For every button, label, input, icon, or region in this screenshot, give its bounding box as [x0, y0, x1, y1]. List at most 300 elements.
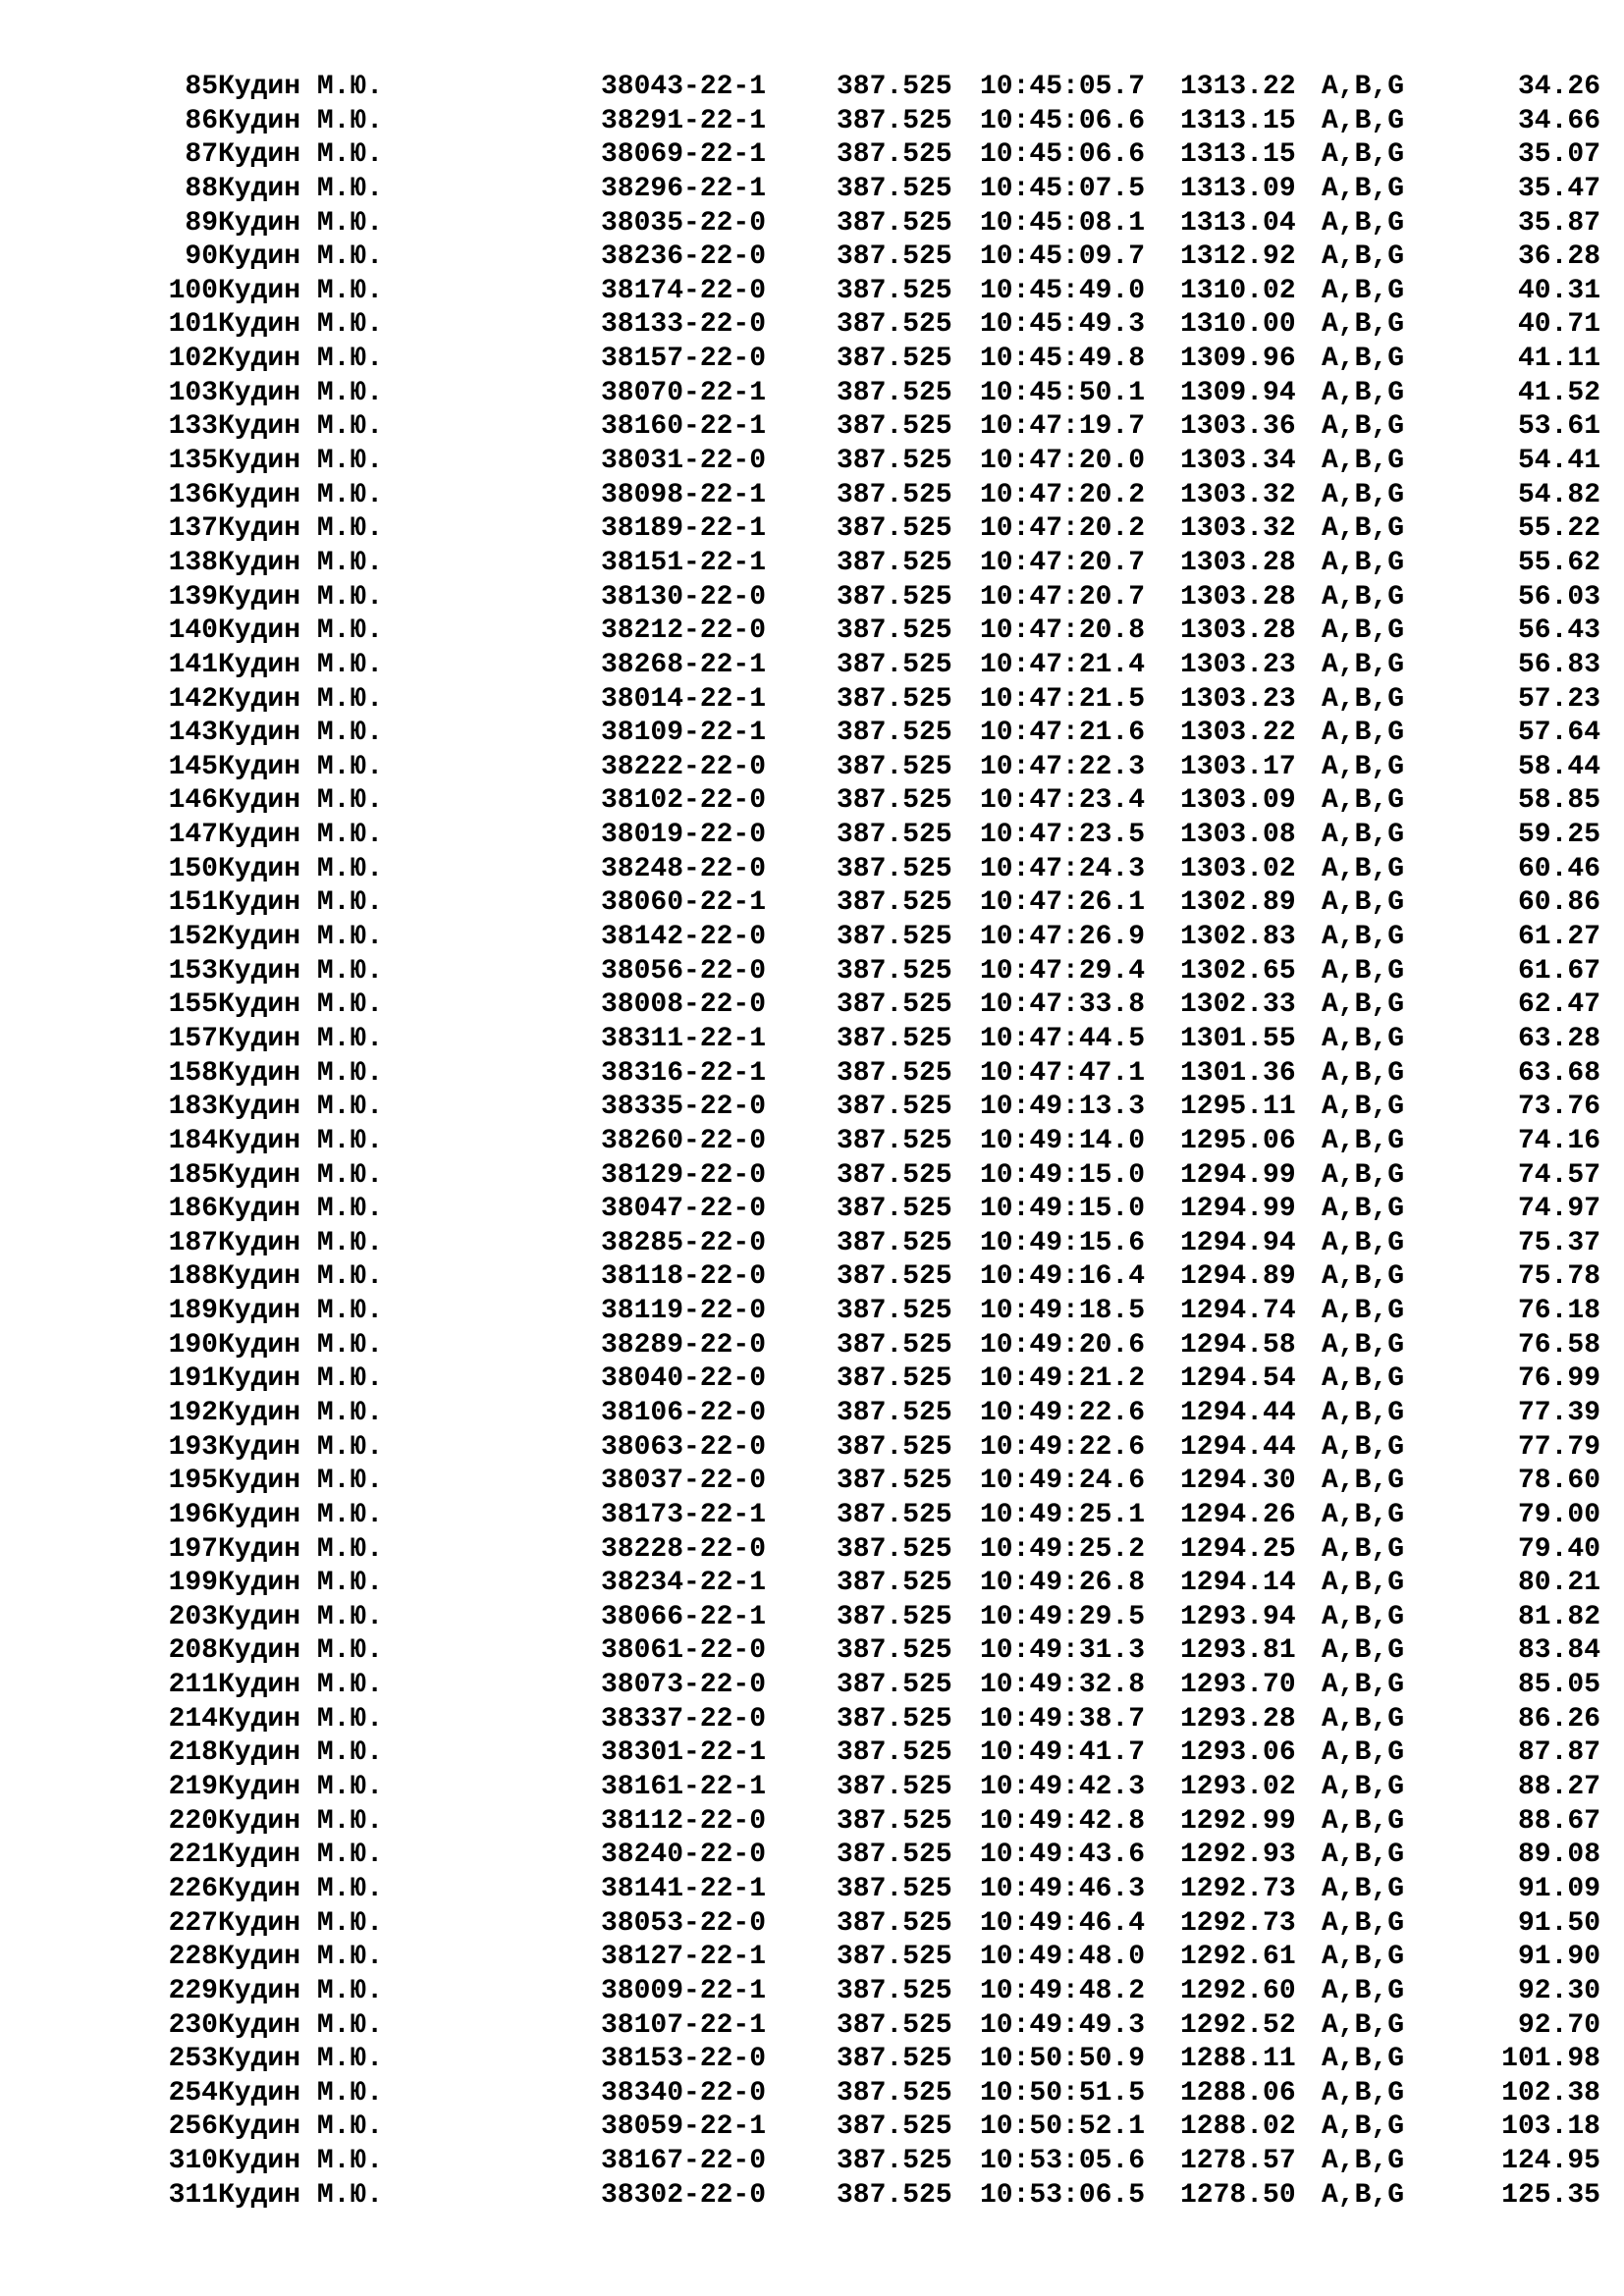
cell-ring: 38160-22-1 — [601, 411, 767, 443]
table-row — [0, 1771, 1624, 1805]
cell-speed: 1292.73 — [1180, 1907, 1296, 1939]
cell-place: 256 — [168, 2111, 218, 2143]
cell-time: 10:49:20.6 — [980, 1329, 1146, 1361]
cell-place: 150 — [168, 853, 218, 884]
cell-dist: 387.525 — [837, 922, 952, 953]
cell-speed: 1303.23 — [1180, 683, 1296, 715]
cell-name: Кудин М.Ю. — [218, 955, 384, 987]
cell-speed: 1292.60 — [1180, 1975, 1296, 2006]
cell-ring: 38222-22-0 — [601, 751, 767, 782]
cell-pts: 55.22 — [1517, 513, 1600, 545]
cell-place: 158 — [168, 1057, 218, 1089]
cell-speed: 1303.32 — [1180, 513, 1296, 545]
table-row — [0, 751, 1624, 785]
cell-ring: 38061-22-0 — [601, 1635, 767, 1667]
cell-place: 185 — [168, 1159, 218, 1191]
table-row — [0, 1499, 1624, 1533]
cell-speed: 1303.02 — [1180, 853, 1296, 884]
cell-speed: 1301.36 — [1180, 1057, 1296, 1089]
cell-time: 10:49:13.3 — [980, 1092, 1146, 1123]
cell-time: 10:47:24.3 — [980, 853, 1146, 884]
cell-speed: 1309.96 — [1180, 344, 1296, 375]
cell-speed: 1288.06 — [1180, 2077, 1296, 2109]
cell-ring: 38228-22-0 — [601, 1533, 767, 1565]
cell-name: Кудин М.Ю. — [218, 683, 384, 715]
cell-ring: 38234-22-1 — [601, 1568, 767, 1599]
cell-speed: 1295.11 — [1180, 1092, 1296, 1123]
cell-speed: 1313.22 — [1180, 72, 1296, 102]
cell-pts: 102.38 — [1501, 2077, 1600, 2109]
cell-place: 226 — [168, 1873, 218, 1904]
cell-time: 10:49:14.0 — [980, 1125, 1146, 1156]
cell-pts: 101.98 — [1501, 2044, 1600, 2075]
cell-speed: 1303.36 — [1180, 411, 1296, 443]
cell-speed: 1292.61 — [1180, 1942, 1296, 1973]
cell-name: Кудин М.Ю. — [218, 887, 384, 919]
cell-speed: 1294.99 — [1180, 1159, 1296, 1191]
cell-place: 138 — [168, 547, 218, 578]
cell-name: Кудин М.Ю. — [218, 1805, 384, 1837]
cell-name: Кудин М.Ю. — [218, 1296, 384, 1327]
cell-pts: 59.25 — [1517, 820, 1600, 851]
cell-dist: 387.525 — [837, 1057, 952, 1089]
cell-dist: 387.525 — [837, 887, 952, 919]
cell-pts: 85.05 — [1517, 1670, 1600, 1701]
cell-cat: A,B,G — [1322, 1261, 1405, 1293]
cell-pts: 88.27 — [1517, 1772, 1600, 1803]
cell-dist: 387.525 — [837, 581, 952, 613]
cell-name: Кудин М.Ю. — [218, 2146, 384, 2177]
cell-time: 10:47:23.5 — [980, 820, 1146, 851]
cell-dist: 387.525 — [837, 1261, 952, 1293]
cell-ring: 38311-22-1 — [601, 1023, 767, 1054]
table-row — [0, 138, 1624, 173]
cell-ring: 38212-22-0 — [601, 615, 767, 647]
table-row — [0, 1805, 1624, 1840]
cell-dist: 387.525 — [837, 241, 952, 273]
cell-time: 10:45:49.3 — [980, 309, 1146, 341]
cell-cat: A,B,G — [1322, 785, 1405, 817]
cell-place: 183 — [168, 1092, 218, 1123]
cell-ring: 38316-22-1 — [601, 1057, 767, 1089]
cell-name: Кудин М.Ю. — [218, 377, 384, 408]
cell-speed: 1303.08 — [1180, 820, 1296, 851]
cell-cat: A,B,G — [1322, 922, 1405, 953]
cell-ring: 38031-22-0 — [601, 446, 767, 477]
cell-place: 189 — [168, 1296, 218, 1327]
cell-time: 10:47:20.7 — [980, 547, 1146, 578]
cell-time: 10:49:42.3 — [980, 1772, 1146, 1803]
cell-dist: 387.525 — [837, 955, 952, 987]
table-row — [0, 410, 1624, 445]
table-row — [0, 512, 1624, 547]
table-row — [0, 207, 1624, 241]
cell-pts: 57.23 — [1517, 683, 1600, 715]
cell-place: 133 — [168, 411, 218, 443]
cell-ring: 38236-22-0 — [601, 241, 767, 273]
table-row — [0, 1431, 1624, 1466]
cell-time: 10:47:22.3 — [980, 751, 1146, 782]
cell-pts: 35.47 — [1517, 173, 1600, 204]
cell-dist: 387.525 — [837, 683, 952, 715]
cell-speed: 1309.94 — [1180, 377, 1296, 408]
cell-cat: A,B,G — [1322, 649, 1405, 680]
cell-cat: A,B,G — [1322, 1431, 1405, 1463]
cell-name: Кудин М.Ю. — [218, 785, 384, 817]
cell-pts: 75.78 — [1517, 1261, 1600, 1293]
cell-dist: 387.525 — [837, 1942, 952, 1973]
cell-speed: 1310.00 — [1180, 309, 1296, 341]
cell-ring: 38301-22-1 — [601, 1737, 767, 1769]
table-row — [0, 2077, 1624, 2111]
cell-time: 10:47:29.4 — [980, 955, 1146, 987]
cell-dist: 387.525 — [837, 1397, 952, 1428]
cell-pts: 124.95 — [1501, 2146, 1600, 2177]
cell-cat: A,B,G — [1322, 1533, 1405, 1565]
cell-time: 10:49:25.1 — [980, 1499, 1146, 1530]
table-row — [0, 1465, 1624, 1499]
cell-time: 10:47:23.4 — [980, 785, 1146, 817]
cell-cat: A,B,G — [1322, 377, 1405, 408]
cell-time: 10:49:46.3 — [980, 1873, 1146, 1904]
cell-pts: 55.62 — [1517, 547, 1600, 578]
cell-ring: 38037-22-0 — [601, 1466, 767, 1497]
cell-time: 10:47:44.5 — [980, 1023, 1146, 1054]
cell-name: Кудин М.Ю. — [218, 1942, 384, 1973]
cell-ring: 38127-22-1 — [601, 1942, 767, 1973]
cell-speed: 1292.73 — [1180, 1873, 1296, 1904]
cell-dist: 387.525 — [837, 479, 952, 510]
cell-ring: 38302-22-0 — [601, 2179, 767, 2211]
cell-cat: A,B,G — [1322, 547, 1405, 578]
cell-dist: 387.525 — [837, 72, 952, 102]
cell-dist: 387.525 — [837, 173, 952, 204]
cell-place: 147 — [168, 820, 218, 851]
table-row — [0, 1839, 1624, 1873]
cell-name: Кудин М.Ю. — [218, 344, 384, 375]
cell-cat: A,B,G — [1322, 1057, 1405, 1089]
cell-dist: 387.525 — [837, 275, 952, 306]
cell-dist: 387.525 — [837, 344, 952, 375]
cell-time: 10:49:49.3 — [980, 2009, 1146, 2041]
table-row — [0, 275, 1624, 309]
cell-cat: A,B,G — [1322, 1737, 1405, 1769]
cell-name: Кудин М.Ю. — [218, 718, 384, 749]
table-row — [0, 614, 1624, 649]
cell-ring: 38019-22-0 — [601, 820, 767, 851]
cell-speed: 1313.04 — [1180, 207, 1296, 239]
cell-dist: 387.525 — [837, 1670, 952, 1701]
cell-name: Кудин М.Ю. — [218, 72, 384, 102]
cell-ring: 38063-22-0 — [601, 1431, 767, 1463]
cell-place: 141 — [168, 649, 218, 680]
cell-dist: 387.525 — [837, 2077, 952, 2109]
cell-pts: 60.86 — [1517, 887, 1600, 919]
cell-ring: 38118-22-0 — [601, 1261, 767, 1293]
cell-place: 230 — [168, 2009, 218, 2041]
cell-cat: A,B,G — [1322, 105, 1405, 136]
cell-ring: 38059-22-1 — [601, 2111, 767, 2143]
cell-time: 10:49:18.5 — [980, 1296, 1146, 1327]
cell-speed: 1293.94 — [1180, 1601, 1296, 1632]
table-row — [0, 1193, 1624, 1227]
cell-place: 86 — [185, 105, 218, 136]
cell-pts: 56.83 — [1517, 649, 1600, 680]
table-row — [0, 1601, 1624, 1635]
cell-speed: 1301.55 — [1180, 1023, 1296, 1054]
cell-time: 10:47:21.4 — [980, 649, 1146, 680]
cell-name: Кудин М.Ю. — [218, 139, 384, 171]
cell-pts: 53.61 — [1517, 411, 1600, 443]
cell-speed: 1288.02 — [1180, 2111, 1296, 2143]
cell-speed: 1303.34 — [1180, 446, 1296, 477]
cell-ring: 38109-22-1 — [601, 718, 767, 749]
table-row — [0, 717, 1624, 751]
cell-speed: 1294.44 — [1180, 1397, 1296, 1428]
table-row — [0, 683, 1624, 718]
cell-dist: 387.525 — [837, 1703, 952, 1735]
cell-ring: 38043-22-1 — [601, 72, 767, 102]
cell-cat: A,B,G — [1322, 1873, 1405, 1904]
cell-cat: A,B,G — [1322, 1975, 1405, 2006]
cell-speed: 1294.26 — [1180, 1499, 1296, 1530]
table-row — [0, 581, 1624, 615]
cell-pts: 40.71 — [1517, 309, 1600, 341]
cell-pts: 91.50 — [1517, 1907, 1600, 1939]
cell-time: 10:45:09.7 — [980, 241, 1146, 273]
table-row — [0, 1260, 1624, 1295]
cell-time: 10:49:26.8 — [980, 1568, 1146, 1599]
cell-dist: 387.525 — [837, 207, 952, 239]
cell-cat: A,B,G — [1322, 1499, 1405, 1530]
cell-pts: 83.84 — [1517, 1635, 1600, 1667]
cell-time: 10:45:06.6 — [980, 139, 1146, 171]
table-row — [0, 1397, 1624, 1431]
cell-ring: 38240-22-0 — [601, 1840, 767, 1871]
table-row — [0, 173, 1624, 207]
cell-pts: 125.35 — [1501, 2179, 1600, 2211]
cell-name: Кудин М.Ю. — [218, 173, 384, 204]
cell-ring: 38047-22-0 — [601, 1194, 767, 1225]
cell-name: Кудин М.Ю. — [218, 309, 384, 341]
cell-speed: 1294.54 — [1180, 1363, 1296, 1395]
cell-place: 145 — [168, 751, 218, 782]
cell-ring: 38129-22-0 — [601, 1159, 767, 1191]
cell-speed: 1303.28 — [1180, 581, 1296, 613]
cell-dist: 387.525 — [837, 718, 952, 749]
cell-dist: 387.525 — [837, 1805, 952, 1837]
cell-name: Кудин М.Ю. — [218, 581, 384, 613]
cell-pts: 77.79 — [1517, 1431, 1600, 1463]
cell-place: 211 — [168, 1670, 218, 1701]
cell-cat: A,B,G — [1322, 1703, 1405, 1735]
cell-place: 199 — [168, 1568, 218, 1599]
cell-ring: 38291-22-1 — [601, 105, 767, 136]
cell-time: 10:53:06.5 — [980, 2179, 1146, 2211]
cell-name: Кудин М.Ю. — [218, 615, 384, 647]
cell-ring: 38102-22-0 — [601, 785, 767, 817]
cell-place: 89 — [185, 207, 218, 239]
cell-place: 146 — [168, 785, 218, 817]
cell-time: 10:49:15.0 — [980, 1159, 1146, 1191]
cell-time: 10:47:20.8 — [980, 615, 1146, 647]
cell-ring: 38107-22-1 — [601, 2009, 767, 2041]
cell-ring: 38174-22-0 — [601, 275, 767, 306]
cell-name: Кудин М.Ю. — [218, 241, 384, 273]
cell-speed: 1292.99 — [1180, 1805, 1296, 1837]
cell-cat: A,B,G — [1322, 241, 1405, 273]
cell-name: Кудин М.Ю. — [218, 1601, 384, 1632]
cell-speed: 1295.06 — [1180, 1125, 1296, 1156]
table-row — [0, 2179, 1624, 2214]
cell-speed: 1303.32 — [1180, 479, 1296, 510]
cell-pts: 74.57 — [1517, 1159, 1600, 1191]
cell-time: 10:49:25.2 — [980, 1533, 1146, 1565]
cell-place: 218 — [168, 1737, 218, 1769]
cell-dist: 387.525 — [837, 1737, 952, 1769]
cell-name: Кудин М.Ю. — [218, 1466, 384, 1497]
cell-speed: 1294.58 — [1180, 1329, 1296, 1361]
cell-ring: 38014-22-1 — [601, 683, 767, 715]
cell-name: Кудин М.Ю. — [218, 446, 384, 477]
cell-dist: 387.525 — [837, 615, 952, 647]
cell-dist: 387.525 — [837, 2009, 952, 2041]
cell-place: 188 — [168, 1261, 218, 1293]
cell-name: Кудин М.Ю. — [218, 547, 384, 578]
cell-pts: 62.47 — [1517, 989, 1600, 1021]
cell-dist: 387.525 — [837, 446, 952, 477]
cell-cat: A,B,G — [1322, 2146, 1405, 2177]
cell-cat: A,B,G — [1322, 72, 1405, 102]
cell-ring: 38106-22-0 — [601, 1397, 767, 1428]
cell-place: 101 — [168, 309, 218, 341]
cell-speed: 1288.11 — [1180, 2044, 1296, 2075]
cell-name: Кудин М.Ю. — [218, 1397, 384, 1428]
cell-name: Кудин М.Ю. — [218, 2111, 384, 2143]
cell-pts: 63.68 — [1517, 1057, 1600, 1089]
cell-time: 10:45:07.5 — [980, 173, 1146, 204]
cell-pts: 61.27 — [1517, 922, 1600, 953]
cell-cat: A,B,G — [1322, 207, 1405, 239]
cell-cat: A,B,G — [1322, 2009, 1405, 2041]
cell-time: 10:49:24.6 — [980, 1466, 1146, 1497]
cell-time: 10:45:08.1 — [980, 207, 1146, 239]
cell-cat: A,B,G — [1322, 955, 1405, 987]
cell-dist: 387.525 — [837, 1499, 952, 1530]
cell-dist: 387.525 — [837, 853, 952, 884]
cell-cat: A,B,G — [1322, 1840, 1405, 1871]
cell-place: 208 — [168, 1635, 218, 1667]
cell-cat: A,B,G — [1322, 1159, 1405, 1191]
cell-pts: 76.18 — [1517, 1296, 1600, 1327]
cell-time: 10:47:21.5 — [980, 683, 1146, 715]
cell-cat: A,B,G — [1322, 1125, 1405, 1156]
cell-dist: 387.525 — [837, 1533, 952, 1565]
cell-pts: 61.67 — [1517, 955, 1600, 987]
cell-name: Кудин М.Ю. — [218, 207, 384, 239]
cell-cat: A,B,G — [1322, 2077, 1405, 2109]
cell-speed: 1294.94 — [1180, 1227, 1296, 1258]
cell-speed: 1313.15 — [1180, 105, 1296, 136]
cell-dist: 387.525 — [837, 751, 952, 782]
cell-cat: A,B,G — [1322, 1227, 1405, 1258]
cell-pts: 91.90 — [1517, 1942, 1600, 1973]
table-row — [0, 105, 1624, 139]
cell-speed: 1303.23 — [1180, 649, 1296, 680]
cell-cat: A,B,G — [1322, 751, 1405, 782]
table-row — [0, 1907, 1624, 1942]
cell-place: 102 — [168, 344, 218, 375]
cell-dist: 387.525 — [837, 1159, 952, 1191]
cell-dist: 387.525 — [837, 989, 952, 1021]
cell-dist: 387.525 — [837, 1227, 952, 1258]
cell-pts: 76.99 — [1517, 1363, 1600, 1395]
cell-time: 10:49:46.4 — [980, 1907, 1146, 1939]
cell-time: 10:49:48.2 — [980, 1975, 1146, 2006]
cell-cat: A,B,G — [1322, 1466, 1405, 1497]
cell-pts: 79.00 — [1517, 1499, 1600, 1530]
table-row — [0, 1736, 1624, 1771]
cell-speed: 1294.99 — [1180, 1194, 1296, 1225]
cell-time: 10:45:06.6 — [980, 105, 1146, 136]
cell-name: Кудин М.Ю. — [218, 1499, 384, 1530]
cell-time: 10:49:43.6 — [980, 1840, 1146, 1871]
cell-place: 195 — [168, 1466, 218, 1497]
cell-time: 10:49:15.0 — [980, 1194, 1146, 1225]
cell-cat: A,B,G — [1322, 887, 1405, 919]
cell-pts: 86.26 — [1517, 1703, 1600, 1735]
cell-ring: 38119-22-0 — [601, 1296, 767, 1327]
cell-place: 203 — [168, 1601, 218, 1632]
cell-pts: 74.97 — [1517, 1194, 1600, 1225]
cell-cat: A,B,G — [1322, 513, 1405, 545]
cell-pts: 89.08 — [1517, 1840, 1600, 1871]
cell-pts: 54.41 — [1517, 446, 1600, 477]
cell-cat: A,B,G — [1322, 615, 1405, 647]
cell-ring: 38130-22-0 — [601, 581, 767, 613]
cell-name: Кудин М.Ю. — [218, 1568, 384, 1599]
cell-time: 10:50:50.9 — [980, 2044, 1146, 2075]
cell-speed: 1312.92 — [1180, 241, 1296, 273]
cell-time: 10:49:31.3 — [980, 1635, 1146, 1667]
table-row — [0, 1091, 1624, 1125]
cell-ring: 38035-22-0 — [601, 207, 767, 239]
table-row — [0, 1567, 1624, 1601]
cell-speed: 1294.74 — [1180, 1296, 1296, 1327]
results-table — [0, 71, 1624, 2213]
cell-ring: 38008-22-0 — [601, 989, 767, 1021]
cell-place: 254 — [168, 2077, 218, 2109]
cell-time: 10:49:41.7 — [980, 1737, 1146, 1769]
cell-speed: 1294.89 — [1180, 1261, 1296, 1293]
cell-name: Кудин М.Ю. — [218, 411, 384, 443]
cell-time: 10:47:19.7 — [980, 411, 1146, 443]
cell-dist: 387.525 — [837, 377, 952, 408]
cell-pts: 35.87 — [1517, 207, 1600, 239]
cell-pts: 88.67 — [1517, 1805, 1600, 1837]
cell-ring: 38070-22-1 — [601, 377, 767, 408]
table-row — [0, 308, 1624, 343]
cell-name: Кудин М.Ю. — [218, 989, 384, 1021]
cell-speed: 1303.17 — [1180, 751, 1296, 782]
cell-name: Кудин М.Ю. — [218, 1261, 384, 1293]
cell-time: 10:45:05.7 — [980, 72, 1146, 102]
cell-pts: 58.44 — [1517, 751, 1600, 782]
cell-name: Кудин М.Ю. — [218, 275, 384, 306]
cell-dist: 387.525 — [837, 1363, 952, 1395]
cell-speed: 1294.44 — [1180, 1431, 1296, 1463]
cell-time: 10:45:50.1 — [980, 377, 1146, 408]
